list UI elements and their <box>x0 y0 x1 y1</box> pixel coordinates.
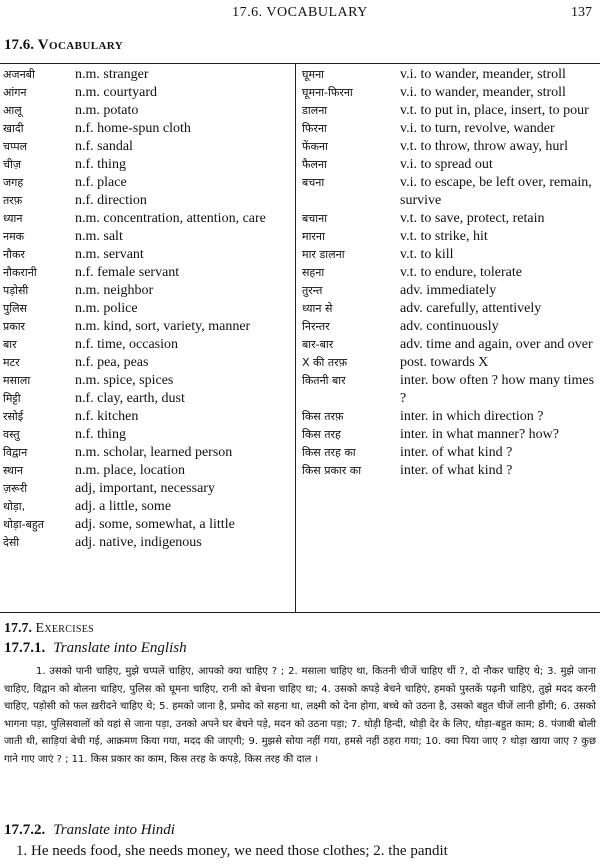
vocabulary-heading-title: Vocabulary <box>37 37 124 53</box>
vocabulary-entry <box>3 408 293 426</box>
vocabulary-entry <box>302 408 598 426</box>
english-meaning: n.f. female servant <box>75 265 180 280</box>
exercises-heading-number: 17.7. <box>4 621 32 636</box>
english-meaning: inter. of what kind ? <box>400 463 513 478</box>
hindi-headword: मारना <box>302 230 325 243</box>
english-meaning: n.m. neighbor <box>75 283 154 298</box>
hindi-headword: रसोई <box>3 410 24 423</box>
english-meaning: v.t. to put in, place, insert, to pour <box>400 103 589 118</box>
english-meaning: adv. carefully, attentively <box>400 301 542 316</box>
english-meaning: v.i. to wander, meander, stroll <box>400 85 566 100</box>
hindi-headword: वस्तु <box>3 428 20 441</box>
hindi-exercise-passage: 1. उसको पानी चाहिए, मुझे चप्पलें चाहिए, आपको क्या चाहिए ? ; 2. मसाला चाहिए था, कितनी चीजें चाहिए थीं ?, दो नौकर चाहिए थे; 3. मुझे जाना चाहिए, विद्वान को बोलना चाहिए, पुलिस को घूमना चाहिए, रानी को बेचना चाहिए था; 4. उसको कपड़े बेचने चाहिएं, हमको पुस्तकें पढ़नी चाहिएं, तुझे मदद करनी चाहिए, पड़ोसी को फल ख़रीदने चाहिए थे; 5. हमको जाना है, प्रमोद को सहना था, लक्ष्मी को देना होगा, बच्चे को उठना है, उसको बहुत चीजें लानी होंगी; 6. उसको भागना पड़ा, पुलिसवालों को यहां से जाना पड़ा, उनको अपने घर बेचने पड़े, मदन को उठना पड़ा; 7. थोड़ी हिन्दी, थोड़ी देर के लिए, थोड़ा-बहुत काम; 8. पंजाबी बोली जाती थी, साड़ियां बेची गई, आक्रमण किया गया, मदद की जाएगी; 9. मुझसे सोया नहीं गया, हमसे नहीं ठहरा गया; 10. क्या पिया जाए ? थोड़ा खाया जाए ? कुछ गाने गाए जाएं ? ; 11. किस प्रकार का काम, किस तरह के कपड़े, किस तरह की दाल । <box>4 666 596 765</box>
exercises-heading <box>4 621 94 637</box>
vocabulary-entry <box>302 426 598 444</box>
subsection-number: 17.7.1. <box>4 640 46 656</box>
vocabulary-entry <box>3 174 293 192</box>
vocabulary-entry <box>302 84 598 102</box>
hindi-headword: X की तरफ़ <box>302 356 348 369</box>
english-meaning: n.m. potato <box>75 103 139 118</box>
hindi-headword: घूमना-फिरना <box>302 86 353 99</box>
english-meaning: n.m. servant <box>75 247 144 262</box>
english-meaning: v.t. to kill <box>400 247 454 262</box>
english-meaning: adv. continuously <box>400 319 499 334</box>
vocabulary-entry <box>3 516 293 534</box>
vocabulary-entry <box>3 318 293 336</box>
vocabulary-right-column <box>302 66 598 480</box>
english-meaning: post. towards X <box>400 355 489 370</box>
vocabulary-entry <box>3 102 293 120</box>
vocabulary-entry <box>3 426 293 444</box>
english-meaning: n.m. concentration, attention, care <box>75 211 266 226</box>
vocabulary-entry <box>302 228 598 246</box>
vocabulary-entry <box>3 282 293 300</box>
vocabulary-left-column <box>3 66 293 552</box>
hindi-headword: नौकरानी <box>3 266 37 279</box>
english-meaning: inter. of what kind ? <box>400 445 513 460</box>
hindi-headword: किस तरफ़ <box>302 410 344 423</box>
vocabulary-entry <box>3 354 293 372</box>
subsection-heading-hindi <box>4 822 175 839</box>
english-meaning: adj. a little, some <box>75 499 172 514</box>
english-meaning: n.f. kitchen <box>75 409 139 424</box>
vocabulary-entry <box>3 84 293 102</box>
english-meaning: n.m. kind, sort, variety, manner <box>75 319 251 334</box>
english-meaning: n.f. place <box>75 175 127 190</box>
english-meaning: n.m. police <box>75 301 138 316</box>
english-meaning: v.t. to throw, throw away, hurl <box>400 139 568 154</box>
english-meaning: v.i. to turn, revolve, wander <box>400 121 555 136</box>
vocabulary-entry <box>3 534 293 552</box>
vocabulary-entry <box>302 174 598 210</box>
vocabulary-entry <box>302 372 598 408</box>
hindi-headword: खादी <box>3 122 24 135</box>
english-meaning: v.t. to strike, hit <box>400 229 488 244</box>
subsection-heading-english <box>4 640 187 657</box>
hindi-headword: बार-बार <box>302 338 334 351</box>
subsection-title: Translate into English <box>53 640 187 656</box>
vocabulary-entry <box>3 228 293 246</box>
english-meaning: v.i. to wander, meander, stroll <box>400 67 566 82</box>
hindi-headword: डालना <box>302 104 328 117</box>
hindi-headword: देसी <box>3 536 20 549</box>
english-meaning: v.i. to spread out <box>400 157 493 172</box>
hindi-headword: नमक <box>3 230 25 243</box>
english-meaning: n.f. pea, peas <box>75 355 149 370</box>
running-header-title: 17.6. VOCABULARY <box>232 5 368 20</box>
vocabulary-entry <box>3 156 293 174</box>
vocabulary-entry <box>302 120 598 138</box>
hindi-headword: बचाना <box>302 212 328 225</box>
vocabulary-table <box>0 63 600 613</box>
hindi-headword: किस तरह का <box>302 446 356 459</box>
vocabulary-entry <box>3 390 293 408</box>
hindi-headword: तुरन्त <box>302 284 323 297</box>
hindi-headword: मटर <box>3 356 20 369</box>
english-meaning: v.i. to escape, be left over, remain, survive <box>400 175 592 208</box>
vocabulary-entry <box>302 444 598 462</box>
english-exercise-passage: 1. He needs food, she needs money, we need those clothes; 2. the pandit <box>16 843 448 859</box>
vocabulary-entry <box>3 444 293 462</box>
hindi-headword: आंगन <box>3 86 27 99</box>
vocabulary-entry <box>302 66 598 84</box>
english-meaning: inter. in what manner? how? <box>400 427 560 442</box>
hindi-headword: तरफ़ <box>3 194 23 207</box>
hindi-headword: बचना <box>302 176 325 189</box>
vocabulary-heading-number: 17.6. <box>4 37 34 53</box>
vocabulary-entry <box>302 282 598 300</box>
hindi-headword: निरन्तर <box>302 320 330 333</box>
vocabulary-entry <box>3 264 293 282</box>
subsection-title: Translate into Hindi <box>53 822 175 838</box>
vocabulary-entry <box>3 246 293 264</box>
subsection-number: 17.7.2. <box>4 822 46 838</box>
english-meaning: n.m. spice, spices <box>75 373 174 388</box>
hindi-headword: ध्यान <box>3 212 23 225</box>
exercises-heading-title: Exercises <box>35 621 94 636</box>
hindi-headword: थोड़ा-बहुत <box>3 518 44 531</box>
hindi-headword: नौकर <box>3 248 25 261</box>
english-meaning: v.t. to endure, tolerate <box>400 265 522 280</box>
vocabulary-entry <box>3 300 293 318</box>
vocabulary-entry <box>302 246 598 264</box>
vocabulary-entry <box>3 336 293 354</box>
hindi-headword: घूमना <box>302 68 325 81</box>
english-meaning: n.m. courtyard <box>75 85 158 100</box>
english-meaning: n.f. sandal <box>75 139 133 154</box>
hindi-headword: प्रकार <box>3 320 26 333</box>
english-meaning: inter. bow often ? how many times ? <box>400 373 595 406</box>
running-header <box>0 2 600 24</box>
english-meaning: n.m. place, location <box>75 463 186 478</box>
english-meaning: n.f. time, occasion <box>75 337 179 352</box>
english-meaning: n.f. thing <box>75 157 126 172</box>
vocabulary-entry <box>302 462 598 480</box>
vocabulary-entry <box>302 318 598 336</box>
english-meaning: adj, important, necessary <box>75 481 215 496</box>
hindi-headword: फैलना <box>302 158 327 171</box>
hindi-headword: थोड़ा, <box>3 500 26 513</box>
hindi-headword: पड़ोसी <box>3 284 29 297</box>
hindi-headword: मसाला <box>3 374 31 387</box>
hindi-headword: चीज़ <box>3 158 21 171</box>
vocabulary-entry <box>3 462 293 480</box>
english-meaning: inter. in which direction ? <box>400 409 544 424</box>
english-meaning: n.m. stranger <box>75 67 149 82</box>
english-meaning: n.f. clay, earth, dust <box>75 391 185 406</box>
hindi-headword: विद्वान <box>3 446 28 459</box>
hindi-headword: फेंकना <box>302 140 328 153</box>
vocabulary-entry <box>302 156 598 174</box>
hindi-headword: अजनबी <box>3 68 35 81</box>
hindi-headword: चप्पल <box>3 140 28 153</box>
hindi-headword: स्थान <box>3 464 24 477</box>
hindi-headword: जगह <box>3 176 24 189</box>
vocabulary-entry <box>3 210 293 228</box>
hindi-headword: आलू <box>3 104 22 117</box>
hindi-headword: सहना <box>302 266 325 279</box>
hindi-headword: फिरना <box>302 122 327 135</box>
english-meaning: n.m. salt <box>75 229 123 244</box>
english-meaning: n.f. home-spun cloth <box>75 121 191 136</box>
column-divider <box>295 64 296 612</box>
hindi-headword: पुलिस <box>3 302 27 315</box>
vocabulary-entry <box>302 336 598 354</box>
hindi-headword: किस प्रकार का <box>302 464 362 477</box>
hindi-headword: मिट्टी <box>3 392 21 405</box>
english-meaning: n.f. direction <box>75 193 147 208</box>
hindi-headword: ध्यान से <box>302 302 333 315</box>
vocabulary-entry <box>302 300 598 318</box>
english-meaning: adv. immediately <box>400 283 497 298</box>
vocabulary-entry <box>3 192 293 210</box>
vocabulary-heading <box>4 37 123 54</box>
english-meaning: adj. native, indigenous <box>75 535 202 550</box>
page-number: 137 <box>571 5 592 20</box>
vocabulary-entry <box>302 138 598 156</box>
vocabulary-entry <box>302 264 598 282</box>
vocabulary-entry <box>3 138 293 156</box>
english-meaning: adj. some, somewhat, a little <box>75 517 235 532</box>
hindi-headword: ज़रूरी <box>3 482 28 495</box>
vocabulary-entry <box>302 354 598 372</box>
hindi-headword: किस तरह <box>302 428 341 441</box>
vocabulary-entry <box>302 210 598 228</box>
hindi-headword: बार <box>3 338 17 351</box>
hindi-headword: कितनी बार <box>302 374 346 387</box>
hindi-headword: मार डालना <box>302 248 345 261</box>
vocabulary-entry <box>3 372 293 390</box>
vocabulary-entry <box>3 498 293 516</box>
english-meaning: n.m. scholar, learned person <box>75 445 233 460</box>
vocabulary-entry <box>3 120 293 138</box>
english-meaning: v.t. to save, protect, retain <box>400 211 545 226</box>
vocabulary-entry <box>3 66 293 84</box>
vocabulary-entry <box>3 480 293 498</box>
vocabulary-entry <box>302 102 598 120</box>
english-meaning: adv. time and again, over and over <box>400 337 593 352</box>
english-meaning: n.f. thing <box>75 427 126 442</box>
